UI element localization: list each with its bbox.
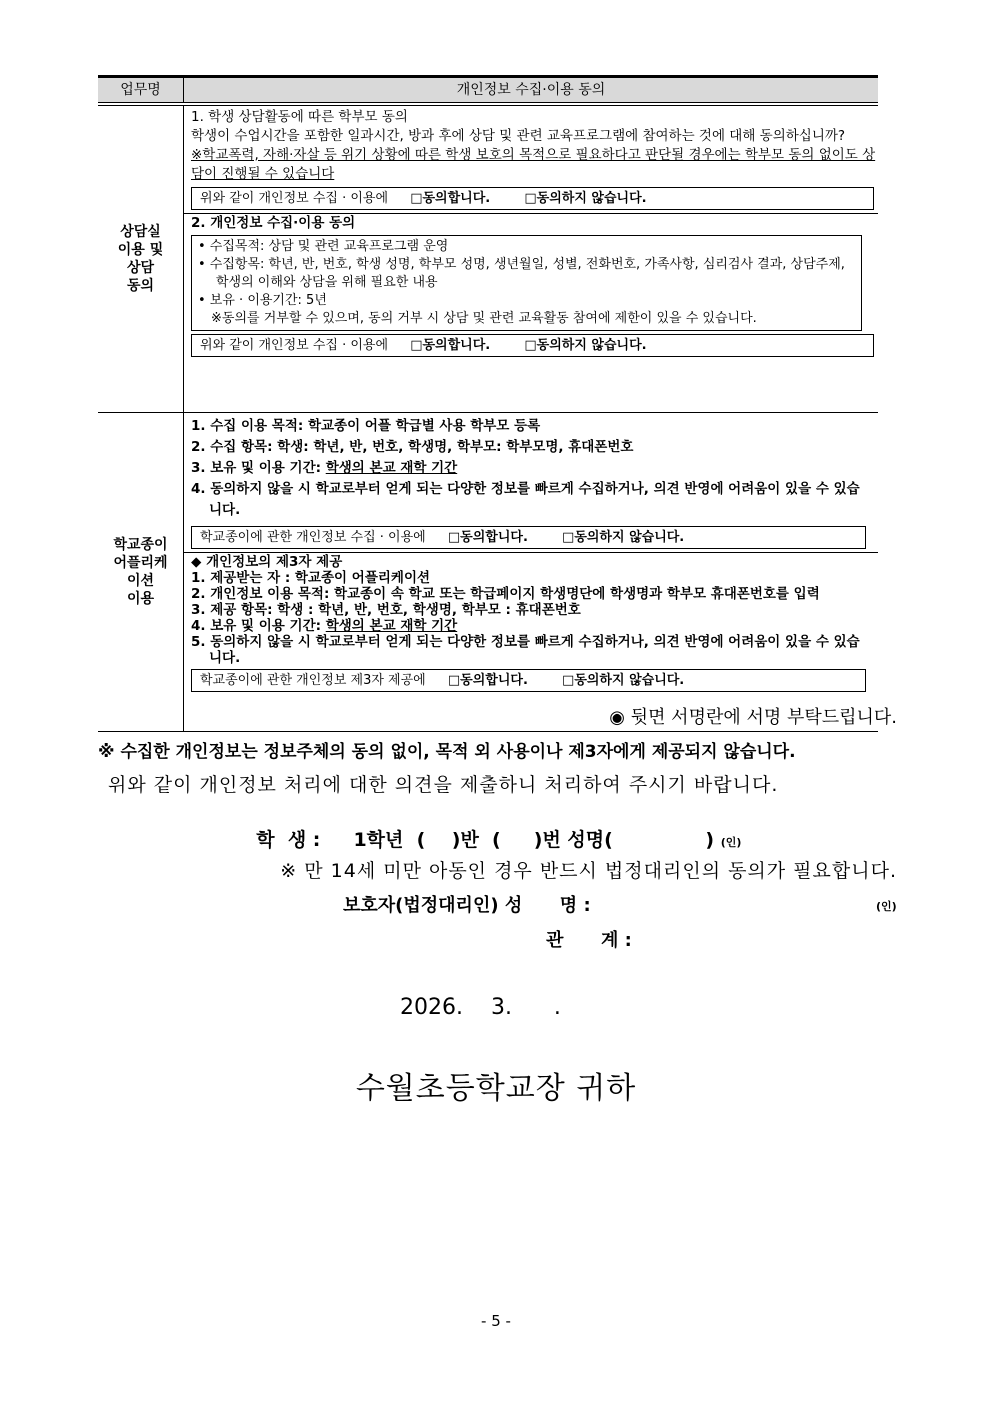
section-divider bbox=[184, 552, 878, 553]
third-party-item bbox=[191, 618, 876, 634]
label-line: 이용 bbox=[126, 591, 155, 607]
label-line: 상담실 bbox=[120, 224, 161, 240]
label-line: 이션 bbox=[126, 573, 155, 589]
item-prefix: 4. 보유 및 이용 기간: bbox=[191, 618, 326, 634]
item-underlined: 학생의 본교 재학 기간 bbox=[325, 460, 458, 476]
part2-info-box bbox=[191, 235, 862, 331]
agree-checkbox[interactable]: □동의합니다. bbox=[410, 191, 491, 206]
part2-consent-box bbox=[191, 334, 874, 357]
app-section bbox=[98, 413, 878, 732]
disagree-checkbox[interactable]: □동의하지 않습니다. bbox=[524, 338, 647, 353]
header-task-name: 업무명 bbox=[98, 78, 184, 102]
consent-table bbox=[98, 75, 878, 732]
info-item: • 수집항목: 학년, 반, 번호, 학생 성명, 학부모 성명, 생년월일, 성별, 전화번호, 가족사항, 심리검사 결과, 상담주제, 학생의 이해와 상담을 위해 필요한 내용 bbox=[198, 257, 845, 290]
consent-prefix: 학교종이에 관한 개인정보 제3자 제공에 bbox=[200, 673, 426, 688]
sign-note: ◉ 뒷면 서명란에 서명 부탁드립니다. bbox=[609, 707, 897, 728]
student-seal: (인) bbox=[720, 836, 742, 849]
page-number: - 5 - bbox=[481, 1312, 511, 1330]
part1-consent-box bbox=[191, 187, 874, 210]
consent-prefix: 학교종이에 관한 개인정보 수집 · 이용에 bbox=[200, 530, 426, 545]
third-party-item: 3. 제공 항목: 학생 : 학년, 반, 번호, 학생명, 학부모 : 휴대폰번호 bbox=[191, 602, 581, 618]
third-party-item: 2. 개인정보 이용 목적: 학교종이 속 학교 또는 학급페이지 학생명단에 학생명과 학부모 휴대폰번호를 입력 bbox=[191, 586, 820, 602]
third-party-item: 1. 제공받는 자 : 학교종이 어플리케이션 bbox=[191, 570, 431, 586]
info-item: • 보유 · 이용기간: 5년 bbox=[198, 293, 327, 308]
guardian-name-line[interactable]: 보호자(법정대리인) 성 명 : bbox=[343, 895, 591, 916]
label-line: 학교종이 bbox=[113, 537, 168, 553]
student-fields[interactable]: 학 생 : 1학년 ( )반 ( )번 성명( ) bbox=[256, 829, 721, 851]
app-content bbox=[184, 413, 878, 731]
relation-line[interactable]: 관 계 : bbox=[546, 930, 632, 951]
label-line: 어플리케 bbox=[113, 555, 168, 571]
agree-checkbox[interactable]: □동의합니다. bbox=[410, 338, 491, 353]
recipient: 수월초등학교장 귀하 bbox=[355, 1071, 637, 1106]
counseling-content bbox=[184, 106, 878, 412]
guardian-seal: (인) bbox=[876, 900, 897, 913]
app-collection-consent-box bbox=[191, 526, 866, 549]
consent-prefix: 위와 같이 개인정보 수집 · 이용에 bbox=[200, 191, 389, 206]
third-party-consent-box bbox=[191, 669, 866, 692]
privacy-notice: ※ 수집한 개인정보는 정보주체의 동의 없이, 목적 외 사용이나 제3자에게 제공되지 않습니다. bbox=[98, 742, 796, 762]
info-item: • 수집목적: 상담 및 관련 교육프로그램 운영 bbox=[198, 239, 449, 254]
collection-item: 4. 동의하지 않을 시 학교로부터 얻게 되는 다양한 정보를 빠르게 수집하거나, 의견 반영에 어려움이 있을 수 있습니다. bbox=[191, 481, 860, 518]
submit-text: 위와 같이 개인정보 처리에 대한 의견을 제출하니 처리하여 주시기 바랍니다. bbox=[108, 774, 779, 796]
part1-title: 1. 학생 상담활동에 따른 학부모 동의 bbox=[191, 109, 408, 125]
agree-checkbox[interactable]: □동의합니다. bbox=[447, 530, 528, 545]
item-prefix: 3. 보유 및 이용 기간: bbox=[191, 460, 326, 476]
disagree-checkbox[interactable]: □동의하지 않습니다. bbox=[524, 191, 647, 206]
third-party-item: 5. 동의하지 않을 시 학교로부터 얻게 되는 다양한 정보를 빠르게 수집하거나, 의견 반영에 어려움이 있을 수 있습니다. bbox=[191, 634, 860, 666]
consent-prefix: 위와 같이 개인정보 수집 · 이용에 bbox=[200, 338, 389, 353]
collection-item: 2. 수집 항목: 학생: 학년, 반, 번호, 학생명, 학부모: 학부모명, 휴대폰번호 bbox=[191, 439, 634, 455]
disagree-checkbox[interactable]: □동의하지 않습니다. bbox=[562, 530, 685, 545]
agree-checkbox[interactable]: □동의합니다. bbox=[447, 673, 528, 688]
date: 2026. 3. . bbox=[400, 995, 561, 1020]
label-line: 상담 bbox=[126, 260, 155, 276]
collection-item: 1. 수집 이용 목적: 학교종이 어플 학급별 사용 학부모 등록 bbox=[191, 418, 541, 434]
counseling-section bbox=[98, 106, 878, 413]
part2-title: 2. 개인정보 수집·이용 동의 bbox=[191, 215, 356, 231]
third-party-title: ◆ 개인정보의 제3자 제공 bbox=[191, 554, 343, 570]
app-label bbox=[98, 413, 184, 731]
label-line: 동의 bbox=[126, 278, 155, 294]
collection-item bbox=[191, 458, 876, 479]
table-header bbox=[98, 78, 878, 103]
counseling-label bbox=[98, 106, 184, 412]
label-line: 이용 및 bbox=[117, 242, 164, 258]
under14-note: ※ 만 14세 미만 아동인 경우 반드시 법정대리인의 동의가 필요합니다. bbox=[280, 860, 897, 882]
part1-question: 학생이 수업시간을 포함한 일과시간, 방과 후에 상담 및 관련 교육프로그램에 참여하는 것에 대해 동의하십니까? bbox=[191, 128, 846, 144]
item-underlined: 학생의 본교 재학 기간 bbox=[325, 618, 458, 634]
header-consent-title: 개인정보 수집·이용 동의 bbox=[456, 82, 606, 98]
disagree-checkbox[interactable]: □동의하지 않습니다. bbox=[562, 673, 685, 688]
part1-note: ※학교폭력, 자해·자살 등 위기 상황에 따른 학생 보호의 목적으로 필요하다고 판단될 경우에는 학부모 동의 없이도 상담이 진행될 수 있습니다 bbox=[191, 147, 876, 182]
info-note: ※동의를 거부할 수 있으며, 동의 거부 시 상담 및 관련 교육활동 참여에 제한이 있을 수 있습니다. bbox=[211, 311, 757, 326]
student-line[interactable] bbox=[243, 803, 741, 852]
